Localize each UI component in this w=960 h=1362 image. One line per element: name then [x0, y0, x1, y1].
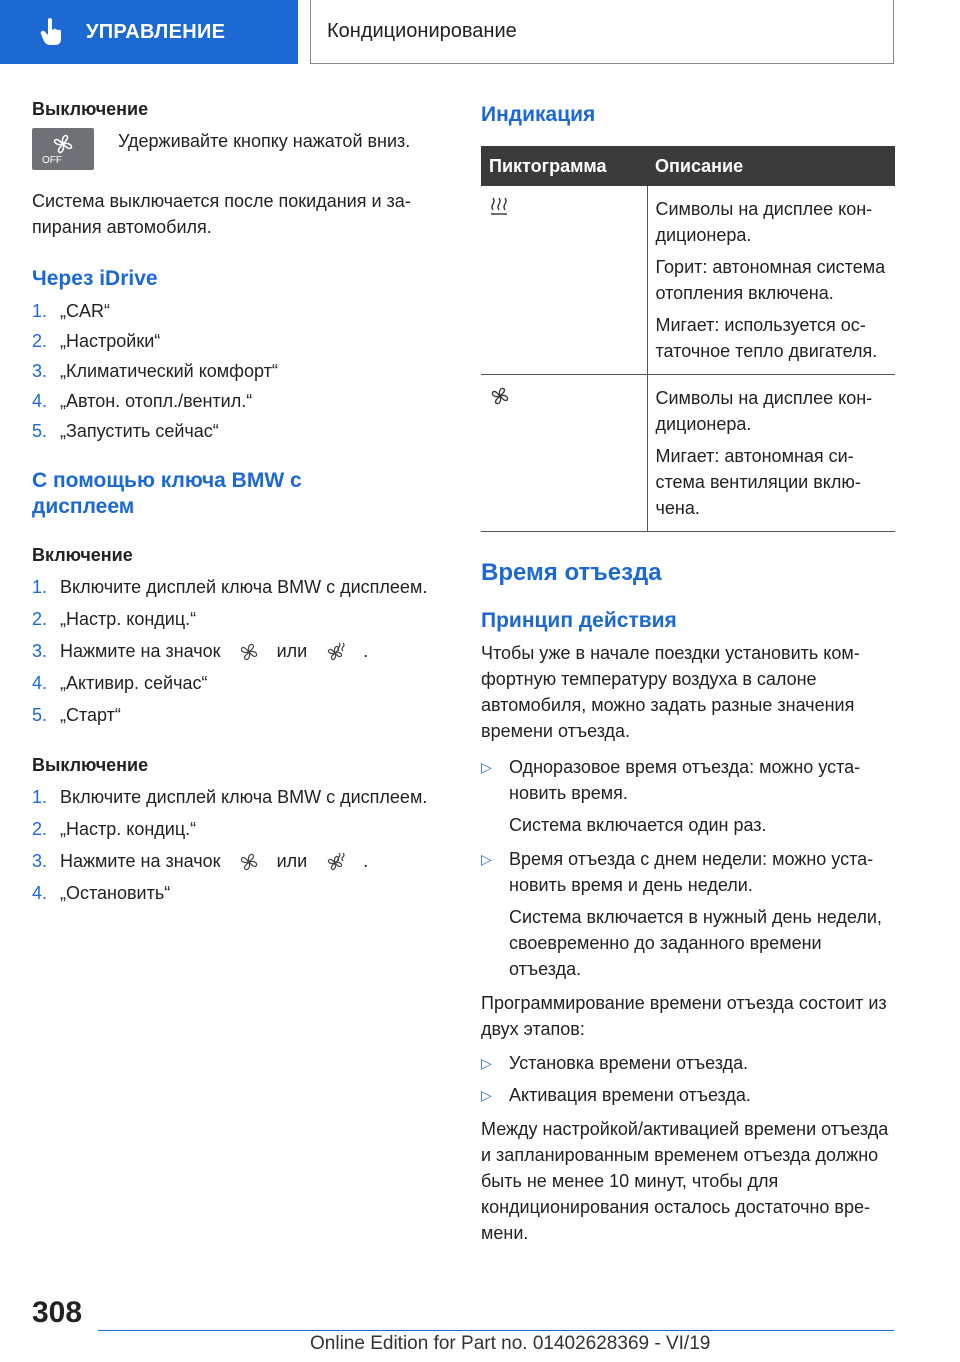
- list-item: 4. „Остановить“: [32, 883, 171, 903]
- list-item: 1. Включите дисплей ключа BMW с дисплеем.: [32, 577, 428, 597]
- list-item: 1. „CAR“: [32, 301, 110, 321]
- fan-icon: [236, 641, 262, 663]
- triangle-bullet-icon: ▷: [481, 1087, 492, 1103]
- programming-steps-list: [481, 1050, 895, 1108]
- table-cell-text: Символы на дисплее кондиционера.: [655, 199, 873, 245]
- table-header-description: Описание: [647, 146, 895, 186]
- heating-fan-icon: [322, 641, 348, 663]
- on-steps: [32, 574, 437, 728]
- off-auto-text: Система выключается после покидания и запирания автомобиля.: [32, 191, 411, 237]
- off-button-row: [32, 128, 437, 170]
- off-button-label: OFF: [42, 155, 62, 166]
- final-text: Между настройкой/активацией времени отъезда и запланированным временем отъезда должно быть не менее 10 минут, чтобы для кондиционирования осталось достаточно времени.: [481, 1119, 889, 1243]
- hand-pointer-icon: [36, 16, 68, 48]
- idrive-heading: Через iDrive: [32, 267, 158, 290]
- fan-icon: [489, 385, 511, 407]
- on-title: Включение: [32, 545, 133, 565]
- table-header-row: [481, 146, 895, 186]
- list-item: 3. „Климатический комфорт“: [32, 361, 278, 381]
- triangle-bullet-icon: ▷: [481, 851, 492, 867]
- heating-icon: [489, 196, 509, 218]
- list-item: 2. „Настр. кондиц.“: [32, 819, 197, 839]
- list-item: 1. Включите дисплей ключа BMW с дисплеем.: [32, 787, 428, 807]
- off-hold-text: Удерживайте кнопку нажатой вниз.: [118, 131, 411, 151]
- list-item: ▷ Активация времени отъезда.: [481, 1082, 895, 1108]
- off2-steps: [32, 784, 437, 906]
- edition-text: Online Edition for Part no. 01402628369 - VI/19: [310, 1333, 711, 1354]
- fan-off-button-image: [32, 128, 94, 170]
- principle-heading: Принцип действия: [481, 609, 677, 632]
- list-item: 4. „Активир. сейчас“: [32, 673, 208, 693]
- table-cell-text: Мигает: автономная система вентиляции включена.: [655, 446, 861, 518]
- triangle-bullet-icon: ▷: [481, 759, 492, 775]
- footer-divider: [98, 1330, 894, 1331]
- heating-fan-icon: [322, 851, 348, 873]
- list-item: 5. „Запустить сейчас“: [32, 421, 219, 441]
- indication-heading: Индикация: [481, 103, 596, 126]
- right-column: [481, 96, 895, 1246]
- departure-types-list: [481, 754, 895, 982]
- section-tab: [0, 0, 298, 64]
- fan-icon: [236, 851, 262, 873]
- chapter-title: Кондиционирование: [327, 20, 517, 42]
- table-cell-text: Символы на дисплее кондиционера.: [655, 388, 873, 434]
- table-header-pictogram: Пиктограмма: [481, 146, 647, 186]
- chapter-title-box: [310, 0, 894, 64]
- list-item: 5. „Старт“: [32, 705, 121, 725]
- triangle-bullet-icon: ▷: [481, 1055, 492, 1071]
- table-row: [481, 186, 895, 375]
- section-tab-label: УПРАВЛЕНИЕ: [86, 20, 226, 43]
- list-item: ▷ Время отъезда с днем недели: можно установить время и день недели. Система включается в нужный день недели, своевременно до заданного времени отъезда.: [481, 846, 895, 982]
- table-cell-text: Горит: автономная система отопления включена.: [655, 257, 886, 303]
- list-item: ▷ Установка времени отъезда.: [481, 1050, 895, 1076]
- list-item: 4. „Автон. отопл./вентил.“: [32, 391, 253, 411]
- list-item: 2. „Настр. кондиц.“: [32, 609, 197, 629]
- list-item: 3. Нажмите на значок или .: [32, 848, 437, 874]
- list-item: ▷ Одноразовое время отъезда: можно установить время. Система включается один раз.: [481, 754, 895, 838]
- off2-title: Выключение: [32, 755, 149, 775]
- list-item: 2. „Настройки“: [32, 331, 161, 351]
- table-cell-text: Мигает: используется остаточное тепло двигателя.: [655, 315, 878, 361]
- off-title: Выключение: [32, 99, 149, 119]
- page-number: 308: [32, 1296, 83, 1329]
- indication-table: [481, 146, 895, 532]
- principle-text: Чтобы уже в начале поездки установить комфортную температуру воздуха в салоне автомобиля, можно задать разные значения времени отъезда.: [481, 643, 860, 741]
- idrive-steps: [32, 298, 437, 444]
- key-heading: С помощью ключа BMW с дисплеем: [32, 469, 302, 518]
- left-column: [32, 96, 437, 906]
- programming-text: Программирование времени отъезда состоит из двух этапов:: [481, 993, 887, 1039]
- list-item: 3. Нажмите на значок или .: [32, 638, 437, 664]
- departure-heading: Время отъезда: [481, 559, 662, 586]
- table-row: [481, 375, 895, 532]
